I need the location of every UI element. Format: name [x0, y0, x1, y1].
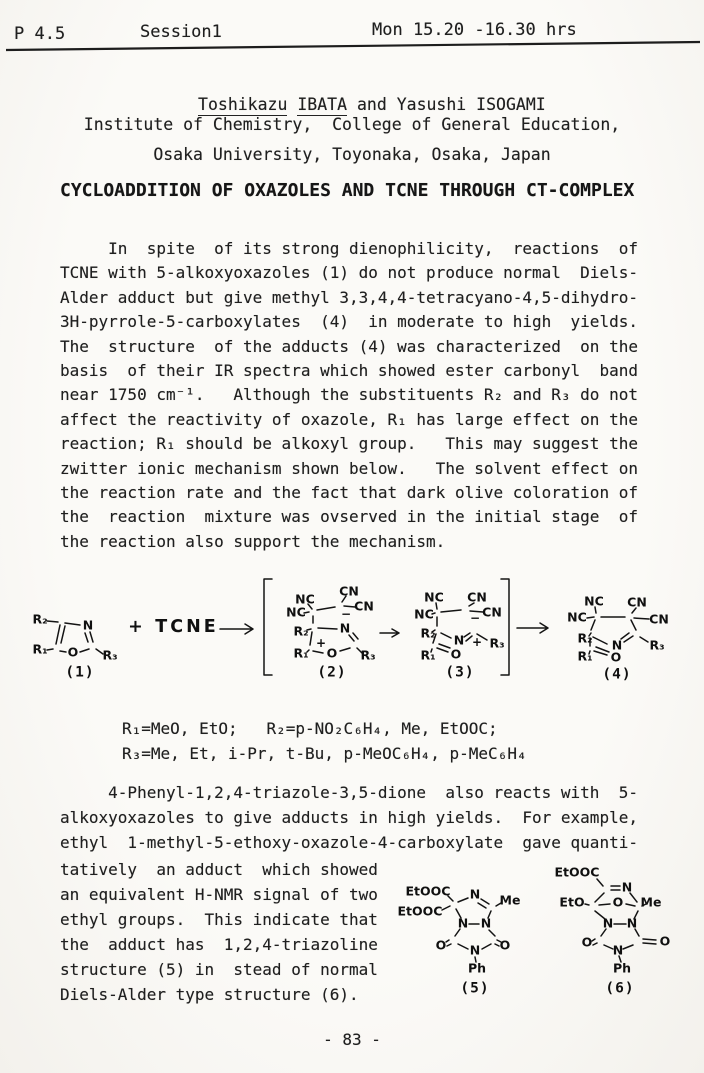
methyl-label: Me — [499, 892, 521, 908]
coauthor-text: and Yasushi ISOGAMI — [347, 95, 546, 114]
reaction-scheme — [0, 565, 704, 687]
text-line: 4-Phenyl-1,2,4-triazole-3,5-dione also reacts with 5- — [60, 783, 638, 802]
compound-1-label: (1) — [65, 664, 95, 681]
nitrogen-atom: N — [469, 942, 481, 958]
nitrile-label: NC — [584, 593, 604, 609]
oxygen-atom: O — [499, 937, 511, 953]
text-line: ethyl groups. This indicate that — [60, 910, 378, 930]
text-line: reaction; R₁ should be alkoxyl group. This may suggest the — [60, 434, 638, 454]
adduct-structures — [385, 862, 700, 1007]
abstract-paragraph-2-narrow — [60, 857, 378, 1008]
compound-4-label: (4) — [602, 666, 632, 683]
text-line: Institute of Chemistry, College of General Education, — [83, 115, 621, 134]
nitrile-label: NC — [286, 604, 306, 620]
r3-label: R₃ — [102, 647, 118, 663]
text-line: In spite of its strong dienophilicity, reactions of — [60, 239, 638, 258]
nitrogen-atom: N — [626, 915, 638, 931]
etooc-label: EtOOC — [397, 903, 443, 919]
nitrogen-atom: N — [469, 886, 481, 902]
session-label: Session1 — [140, 22, 222, 42]
page-title: CYCLOADDITION OF OXAZOLES AND TCNE THROUGH CT-COMPLEX — [60, 180, 635, 201]
phenyl-label: Ph — [612, 960, 632, 976]
nitrile-label: CN — [467, 589, 487, 605]
text-line: R₁=MeO, EtO; R₂=p-NO₂C₆H₄, Me, EtOOC; — [122, 719, 498, 738]
nitrile-label: CN — [354, 598, 374, 614]
oxygen-atom: O — [610, 649, 622, 665]
nitrile-label: CN — [482, 604, 502, 620]
tcne-label: TCNE — [155, 616, 219, 637]
text-line: the adduct has 1,2,4-triazoline — [60, 935, 378, 955]
plus-sign: + — [128, 616, 146, 637]
r1-label: R₁ — [32, 641, 48, 657]
etooc-label: EtOOC — [554, 864, 600, 880]
oxygen-atom: O — [450, 646, 462, 662]
nitrile-label: CN — [649, 611, 669, 627]
compound-2-label: (2) — [317, 664, 347, 681]
oxygen-atom: O — [326, 645, 338, 661]
nitrogen-atom: N — [457, 915, 469, 931]
text-line: ethyl 1-methyl-5-ethoxy-oxazole-4-carboxylate gave quanti- — [60, 833, 638, 853]
text-line: tatively an adduct which showed — [60, 860, 378, 879]
nitrile-label: NC — [424, 589, 444, 605]
page-number: - 83 - — [323, 1030, 381, 1049]
nitrogen-atom: N — [82, 617, 94, 633]
text-line: structure (5) in stead of normal — [60, 960, 378, 980]
etooc-label: EtOOC — [405, 883, 451, 899]
r3-label: R₃ — [360, 647, 376, 663]
text-line: near 1750 cm⁻¹. Although the substituents R₂ and R₃ do not — [60, 385, 638, 405]
oxygen-atom: O — [67, 644, 79, 660]
nitrile-label: CN — [627, 594, 647, 610]
nitrile-label: CN — [339, 583, 359, 599]
author-last-name: IBATA — [297, 95, 348, 114]
eto-label: EtO — [559, 894, 585, 910]
text-line: the reaction rate and the fact that dark olive coloration of — [60, 483, 638, 503]
plus-charge: + — [315, 635, 327, 650]
nitrogen-atom: N — [453, 632, 465, 648]
r1-label: R₁ — [420, 647, 436, 663]
text-line: affect the reactivity of oxazole, R₁ has large effect on the — [60, 409, 638, 429]
text-line: the reaction mixture was ovserved in the initial stage of — [60, 507, 638, 527]
text-line: Osaka University, Toyonaka, Osaka, Japan — [153, 145, 551, 164]
r2-label: R₂ — [577, 630, 593, 646]
r2-label: R₂ — [293, 623, 309, 639]
minus-charge: − — [469, 610, 481, 625]
header-rule — [0, 38, 704, 54]
nitrogen-atom: N — [602, 915, 614, 931]
r1-label: R₁ — [577, 648, 593, 664]
compound-6-label: (6) — [605, 980, 635, 997]
paper-number: P 4.5 — [14, 24, 66, 44]
nitrogen-atom: N — [612, 942, 624, 958]
oxygen-atom: O — [581, 934, 593, 950]
oxygen-atom: O — [612, 894, 624, 910]
text-line: TCNE with 5-alkoxyoxazoles (1) do not produce normal Diels- — [60, 263, 638, 283]
affiliation-block — [0, 110, 704, 170]
abstract-paragraph-2 — [60, 780, 638, 855]
r3-label: R₃ — [489, 635, 505, 651]
r2-label: R₂ — [420, 625, 436, 641]
compound-5-label: (5) — [460, 980, 490, 997]
nitrile-label: NC — [414, 606, 434, 622]
text-line: the reaction also support the mechanism. — [60, 531, 446, 551]
session-time: Mon 15.20 -16.30 hrs — [372, 20, 577, 40]
methyl-label: Me — [640, 894, 662, 910]
oxygen-atom: O — [659, 933, 671, 949]
text-line: an equivalent H-NMR signal of two — [60, 885, 378, 905]
text-line: zwitter ionic mechanism shown below. The solvent effect on — [60, 458, 638, 478]
text-line: 3H-pyrrole-5-carboxylates (4) in moderate to high yields. — [60, 312, 638, 332]
oxygen-atom: O — [435, 937, 447, 953]
abstract-paragraph-1 — [60, 237, 638, 554]
text-line: The structure of the adducts (4) was characterized on the — [60, 336, 638, 356]
substituent-definitions — [122, 716, 527, 766]
nitrogen-atom: N — [611, 637, 623, 653]
r1-label: R₁ — [293, 645, 309, 661]
nitrile-label: NC — [567, 609, 587, 625]
minus-charge: − — [340, 606, 352, 621]
text-line: alkoxyoxazoles to give adducts in high yields. For example, — [60, 808, 638, 828]
text-line: Diels-Alder type structure (6). — [60, 985, 359, 1005]
text-line: basis of their IR spectra which showed ester carbonyl band — [60, 361, 638, 381]
author-first-name: Toshikazu — [198, 95, 288, 114]
r2-label: R₂ — [32, 611, 48, 627]
plus-charge: + — [471, 634, 483, 649]
text-line: Alder adduct but give methyl 3,3,4,4-tetracyano-4,5-dihydro- — [60, 287, 638, 307]
phenyl-label: Ph — [467, 960, 487, 976]
nitrogen-atom: N — [339, 620, 351, 636]
compound-3-label: (3) — [445, 664, 475, 681]
nitrile-label: NC — [295, 591, 315, 607]
nitrogen-atom: N — [480, 915, 492, 931]
text-line: R₃=Me, Et, i-Pr, t-Bu, p-MeOC₆H₄, p-MeC₆H₄ — [122, 744, 527, 764]
r3-label: R₃ — [649, 637, 665, 653]
nitrogen-atom: N — [621, 879, 633, 895]
